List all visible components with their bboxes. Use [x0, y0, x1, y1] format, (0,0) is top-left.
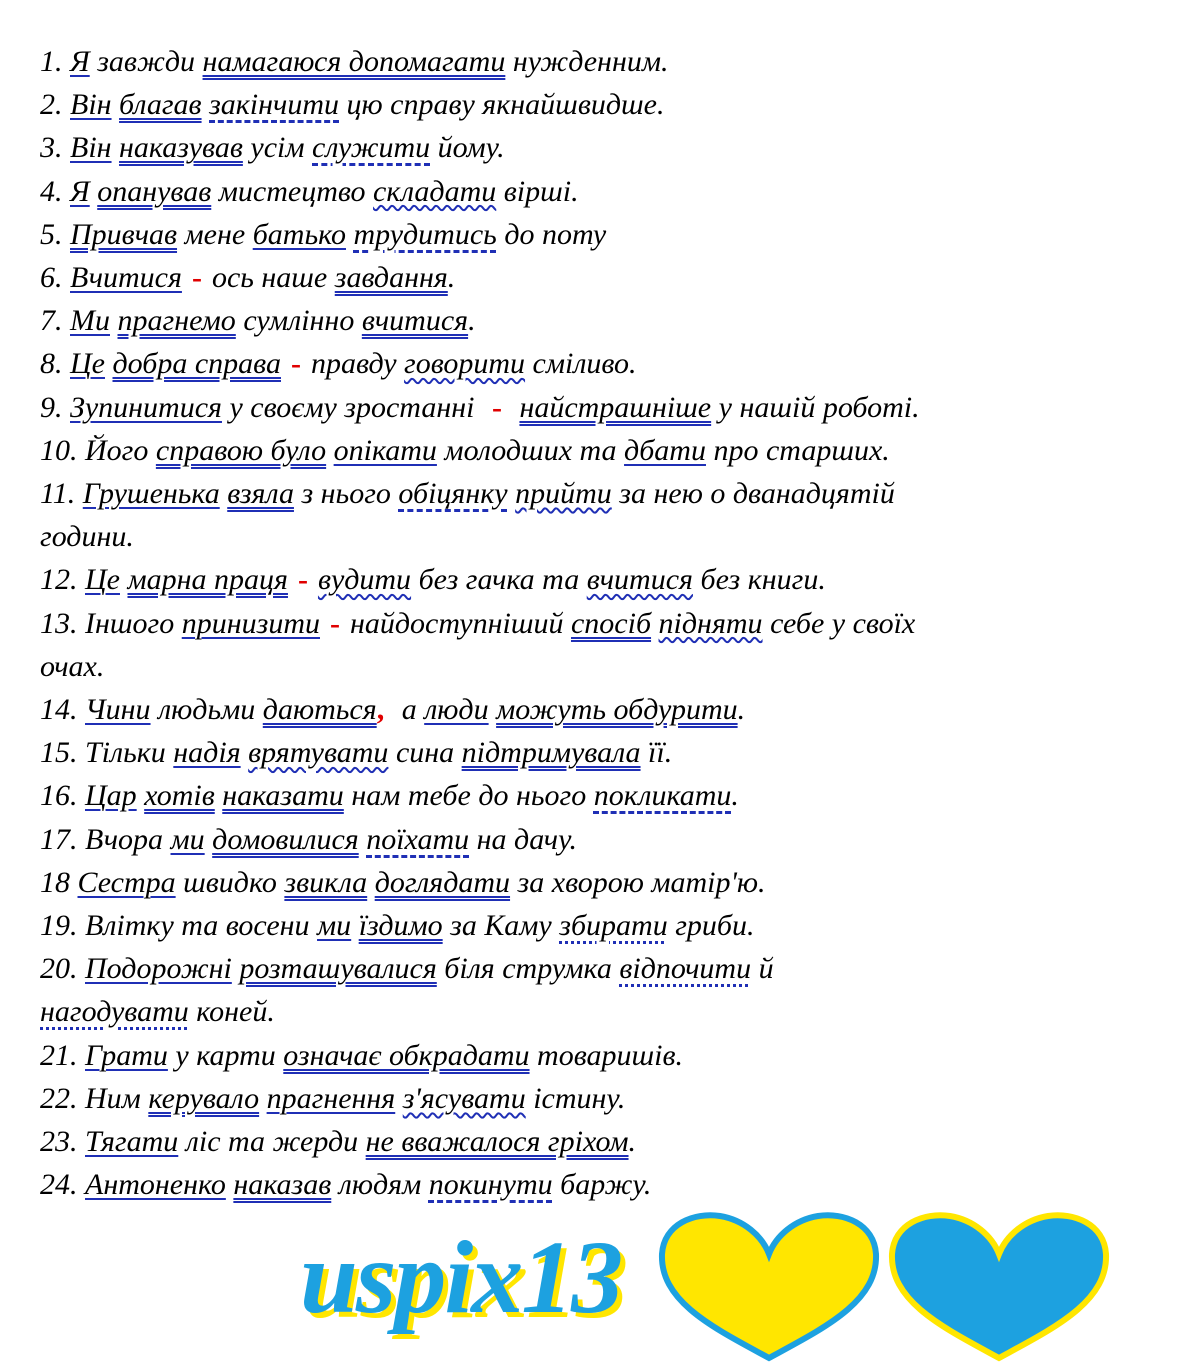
sentence-text: коней. — [188, 995, 275, 1029]
subject-word: Ми — [70, 304, 110, 338]
subject-word: Він — [70, 131, 112, 165]
sentence-line — [40, 947, 1150, 990]
sentence-text: сина — [388, 736, 462, 770]
predicate-word: їздимо — [358, 909, 443, 943]
dash-mark: - — [491, 390, 502, 424]
dash-mark: - — [330, 606, 340, 640]
sentence-text: . — [731, 779, 739, 813]
predicate-word: звикла — [284, 865, 368, 899]
subject-word: Зупинитися — [70, 390, 222, 424]
sentence-line — [40, 731, 1150, 774]
sentence-line — [40, 774, 1150, 817]
predicate-word: не вважалося гріхом — [365, 1125, 629, 1159]
subject-word: Я — [70, 174, 90, 208]
sentence-text — [202, 88, 210, 121]
predicate-word: домовилися — [212, 822, 359, 856]
sentence-text: цю справу якнайшвидше. — [339, 88, 665, 122]
sentence-text: з нього — [293, 477, 399, 511]
sentence-text — [112, 131, 120, 164]
predicate-word: вчитися — [361, 304, 469, 338]
predicate-word: даються — [262, 693, 377, 727]
sentence-text: 11. — [40, 477, 83, 511]
sentence-text: за нею о дванадцятій — [611, 477, 895, 511]
attribute-word: врятувати — [248, 736, 389, 770]
sentence-text: 14. — [40, 693, 85, 727]
predicate-word: спосіб — [570, 606, 652, 640]
sentence-text: 4. — [40, 174, 70, 208]
sentence-line — [40, 429, 1150, 472]
sentence-text: 19. Влітку та восени — [40, 909, 318, 943]
sentence-text: біля струмка — [436, 952, 620, 986]
sentence-text: на дачу. — [469, 822, 578, 856]
subject-word: принизити — [181, 606, 320, 640]
sentence-text: години. — [40, 520, 134, 554]
sentence-text: себе у своїх — [762, 606, 916, 640]
sentence-text — [326, 434, 334, 467]
predicate-word: наказати — [222, 779, 344, 813]
predicate-word: доглядати — [374, 865, 511, 899]
sentence-text: у нашій роботі. — [711, 390, 920, 424]
sentence-text — [651, 607, 659, 640]
predicate-word: опанував — [97, 174, 212, 208]
sentence-line — [40, 40, 1150, 83]
sentence-line — [40, 602, 1150, 645]
sentence-text — [489, 693, 497, 726]
sentence-text: ліс та жерди — [178, 1125, 366, 1159]
sentence-text — [508, 477, 516, 510]
predicate-word: найстрашніше — [519, 390, 712, 424]
sentence-text: завжди — [89, 45, 203, 78]
sentence-text: 9. — [40, 390, 70, 424]
sentence-text: людьми — [150, 693, 263, 727]
attribute-word: складати — [373, 174, 497, 208]
sentence-text: 20. — [40, 952, 85, 986]
predicate-word: прагнемо — [117, 304, 236, 338]
sentence-text — [351, 909, 359, 942]
sentence-text: сміливо. — [525, 347, 637, 381]
sentence-text: 18 — [40, 865, 78, 899]
sentence-text: нам тебе до нього — [343, 779, 594, 813]
sentence-text: 10. Його — [40, 433, 156, 467]
subject-word: ми — [170, 822, 205, 856]
subject-word: Вчитися — [70, 261, 182, 295]
sentence-line — [40, 904, 1150, 947]
sentence-text: й — [751, 952, 774, 986]
subject-word: Цар — [85, 779, 137, 813]
sentence-text: її. — [640, 736, 673, 770]
sentence-line — [40, 1120, 1150, 1163]
dash-mark: - — [297, 563, 308, 597]
sentence-text: ось наше — [211, 261, 335, 295]
attribute-word: говорити — [404, 347, 526, 381]
sentence-text: 5. — [40, 217, 70, 251]
sentence-text: 21. — [40, 1038, 85, 1072]
sentence-text: правду — [311, 347, 405, 381]
sentence-line — [40, 83, 1150, 126]
sentence-text: а — [394, 693, 425, 727]
subject-word: прагнення — [266, 1081, 396, 1115]
sentence-line — [40, 126, 1150, 169]
predicate-word: наказав — [233, 1168, 332, 1202]
predicate-word: намагаюся допомагати — [202, 45, 506, 78]
sentence-text: 7. — [40, 304, 70, 338]
object-word: покликати — [593, 779, 732, 813]
sentence-text: . — [628, 1125, 637, 1159]
sentence-text: без книги. — [692, 563, 826, 597]
sentence-text: істину. — [525, 1081, 626, 1115]
sentence-text: у своєму зростанні — [221, 390, 482, 424]
yellow-heart-icon — [654, 1210, 884, 1362]
object-word: служити — [312, 131, 431, 165]
sentence-text: без гачка та — [411, 563, 587, 597]
subject-word: опікати — [333, 433, 437, 467]
predicate-word: марна праця — [127, 563, 288, 597]
blue-heart-icon — [884, 1210, 1114, 1362]
sentence-line — [40, 1077, 1150, 1120]
attribute-word: прийти — [515, 477, 612, 511]
predicate-word: Привчав — [70, 217, 178, 251]
sentence-text: молодших та — [436, 433, 625, 467]
predicate-word: взяла — [227, 477, 294, 511]
sentence-text: за Каму — [442, 909, 560, 943]
predicate-word: розташувалися — [239, 952, 437, 986]
subject-word: Антоненко — [85, 1168, 226, 1202]
sentence-text: мене — [177, 217, 253, 251]
sentence-text: 8. — [40, 347, 70, 381]
comma-mark: , — [376, 693, 385, 727]
sentence-line — [40, 1163, 1150, 1206]
object-word: обіцянку — [398, 477, 508, 511]
adverbial-word: нагодувати — [40, 995, 189, 1029]
adverbial-word: відпочити — [619, 952, 752, 986]
attribute-word: з'ясувати — [402, 1081, 526, 1115]
subject-word: дбати — [624, 433, 706, 467]
subject-word: Він — [70, 88, 112, 122]
sentence-text: 6. — [40, 261, 70, 295]
sentence-text: . — [737, 693, 746, 727]
sentence-text: вірші. — [496, 174, 579, 208]
subject-word: надія — [173, 736, 241, 770]
subject-word: Грати — [85, 1038, 168, 1072]
subject-word: батько — [252, 217, 346, 251]
sentence-text: 23. — [40, 1125, 85, 1159]
object-word: закінчити — [209, 88, 339, 122]
sentence-line — [40, 386, 1150, 429]
sentence-text: сумлінно — [235, 304, 362, 338]
sentence-text — [367, 866, 375, 899]
sentence-line — [40, 342, 1150, 385]
sentence-text — [110, 304, 118, 337]
sentence-text — [346, 218, 354, 251]
subject-word: Тягати — [85, 1125, 179, 1159]
brand-logo-text: uspix13 — [300, 1220, 622, 1335]
sentence-line — [40, 861, 1150, 904]
predicate-word: благав — [119, 88, 202, 122]
predicate-word: завдання — [334, 261, 448, 295]
brand-footer — [272, 1208, 1114, 1366]
sentence-text: нужденним. — [505, 45, 669, 78]
sentence-line — [40, 688, 1150, 731]
sentence-text — [259, 1082, 267, 1115]
attribute-word: вудити — [317, 563, 412, 597]
sentence-text: 15. Тільки — [40, 736, 174, 770]
predicate-word: керувало — [148, 1081, 260, 1115]
sentence-text: 1. — [40, 45, 70, 78]
subject-word: Чини — [85, 693, 151, 727]
sentence-text — [112, 88, 120, 121]
predicate-word: підтримувала — [461, 736, 641, 770]
predicate-word: хотів — [144, 779, 215, 813]
sentence-text: йому. — [430, 131, 505, 165]
sentence-line — [40, 170, 1150, 213]
sentence-text: очах. — [40, 649, 105, 683]
sentence-text: усім — [242, 131, 312, 165]
predicate-word: справою було — [155, 433, 327, 467]
subject-word: Це — [70, 347, 105, 381]
sentence-text: швидко — [175, 865, 285, 899]
sentence-text: товаришів. — [529, 1038, 684, 1072]
sentence-text: про старших. — [705, 433, 890, 467]
attribute-word: вчитися — [586, 563, 693, 597]
sentence-text: 2. — [40, 88, 70, 122]
sentence-line — [40, 558, 1150, 601]
sentence-text: найдоступніший — [350, 606, 571, 640]
sentence-text: . — [468, 304, 476, 338]
sentence-list — [40, 40, 1150, 1206]
sentence-line — [40, 1034, 1150, 1077]
sentence-text: гриби. — [667, 909, 755, 943]
sentence-text: мистецтво — [211, 174, 373, 208]
subject-word: Сестра — [77, 865, 176, 899]
sentence-line — [40, 213, 1150, 256]
sentence-line — [40, 818, 1150, 861]
object-word: поїхати — [366, 822, 470, 856]
dash-mark: - — [191, 261, 202, 295]
sentence-text: 24. — [40, 1168, 85, 1202]
subject-word: Я — [70, 45, 90, 78]
subject-word: Подорожні — [85, 952, 232, 986]
sentence-text: 13. Іншого — [40, 606, 182, 640]
sentence-line — [40, 645, 1150, 688]
sentence-line — [40, 299, 1150, 342]
subject-word: люди — [424, 693, 489, 727]
attribute-word: підняти — [658, 606, 763, 640]
subject-word: Грушенька — [82, 477, 220, 511]
object-word: покинути — [428, 1168, 553, 1202]
sentence-text: 17. Вчора — [40, 822, 171, 856]
sentence-text: баржу. — [552, 1168, 652, 1202]
sentence-text: 3. — [40, 131, 70, 165]
sentence-text: 16. — [40, 779, 85, 813]
dash-mark: - — [291, 347, 301, 381]
sentence-line — [40, 990, 1150, 1033]
sentence-text: до поту — [496, 217, 607, 251]
sentence-text: 22. Ним — [40, 1081, 149, 1115]
predicate-word: наказував — [119, 131, 243, 165]
sentence-line — [40, 472, 1150, 515]
sentence-text: за хворою матір'ю. — [510, 865, 766, 899]
sentence-text: 12. — [40, 563, 85, 597]
sentence-text: . — [447, 261, 456, 295]
object-word: трудитись — [353, 217, 497, 251]
sentence-text: у карти — [167, 1038, 284, 1072]
predicate-word: можуть обдурити — [496, 693, 738, 727]
sentence-line — [40, 256, 1150, 299]
adverbial-word: збирати — [559, 909, 668, 943]
sentence-text: людям — [331, 1168, 429, 1202]
sentence-text — [395, 1082, 403, 1115]
predicate-word: означає обкрадати — [283, 1038, 530, 1072]
subject-word: ми — [317, 909, 352, 943]
subject-word: Це — [85, 563, 120, 597]
sentence-line — [40, 515, 1150, 558]
predicate-word: добра справа — [112, 347, 281, 381]
